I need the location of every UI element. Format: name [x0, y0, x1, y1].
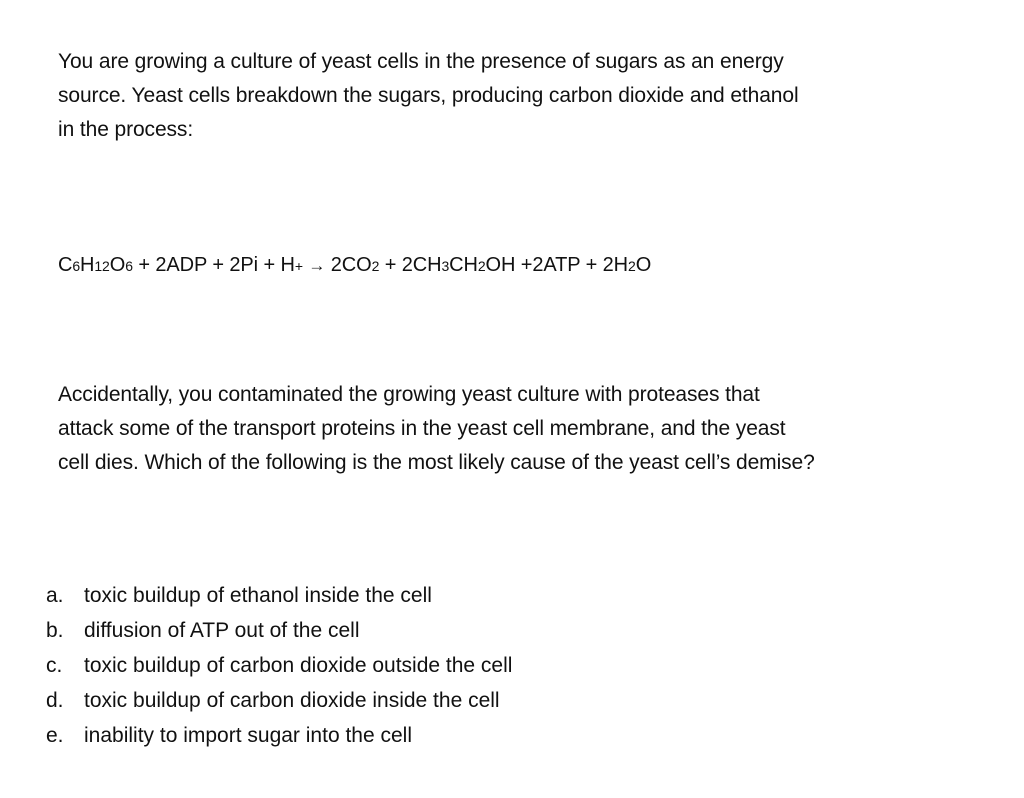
choice-text: inability to import sugar into the cell	[84, 724, 412, 747]
choice-text: toxic buildup of carbon dioxide inside the cell	[84, 689, 500, 712]
equation-subscript: 2	[477, 258, 486, 274]
choice-text: toxic buildup of carbon dioxide outside the cell	[84, 654, 513, 677]
choice-text: diffusion of ATP out of the cell	[84, 619, 360, 642]
choice-letter: d.	[46, 689, 64, 712]
equation-subscript: +	[294, 258, 303, 274]
intro-line: in the process:	[58, 118, 194, 141]
equation-subscript: 3	[441, 258, 450, 274]
equation-text: CH	[449, 254, 478, 276]
choice-item[interactable]	[46, 683, 512, 718]
equation-text: 2CO	[325, 254, 372, 276]
equation-text: + 2ADP + 2Pi + H	[132, 254, 295, 276]
choice-letter: e.	[46, 724, 64, 747]
choice-text: toxic buildup of ethanol inside the cell	[84, 584, 432, 607]
answer-choices	[46, 578, 512, 753]
choice-letter: b.	[46, 619, 64, 642]
equation-text: C	[58, 254, 73, 276]
equation-subscript: 2	[628, 258, 636, 274]
reaction-arrow: →	[308, 256, 326, 275]
equation-subscript: 2	[371, 258, 380, 274]
scenario-paragraph	[58, 378, 815, 480]
intro-line: source. Yeast cells breakdown the sugars, producing carbon dioxide and ethanol	[58, 84, 799, 107]
choice-item[interactable]	[46, 613, 512, 648]
equation-text: OH +2ATP + 2H	[485, 254, 628, 276]
equation-subscript: 6	[72, 258, 81, 274]
choice-letter: c.	[46, 654, 63, 677]
equation-subscript: 6	[125, 258, 133, 274]
choice-item[interactable]	[46, 648, 512, 683]
chemical-equation	[58, 248, 651, 283]
equation-text: H	[80, 254, 95, 276]
choice-letter: a.	[46, 584, 64, 607]
scenario-line: cell dies. Which of the following is the most likely cause of the yeast cell’s demise?	[58, 451, 815, 474]
intro-line: You are growing a culture of yeast cells in the presence of sugars as an energy	[58, 50, 784, 73]
scenario-line: attack some of the transport proteins in the yeast cell membrane, and the yeast	[58, 417, 786, 440]
equation-text: + 2CH	[379, 254, 442, 276]
equation-subscript: 12	[94, 258, 110, 274]
scenario-line: Accidentally, you contaminated the growing yeast culture with proteases that	[58, 383, 760, 406]
choice-item[interactable]	[46, 578, 512, 613]
intro-paragraph	[58, 45, 799, 147]
equation-text: O	[635, 254, 652, 276]
equation-text: O	[109, 254, 126, 276]
choice-item[interactable]	[46, 718, 512, 753]
